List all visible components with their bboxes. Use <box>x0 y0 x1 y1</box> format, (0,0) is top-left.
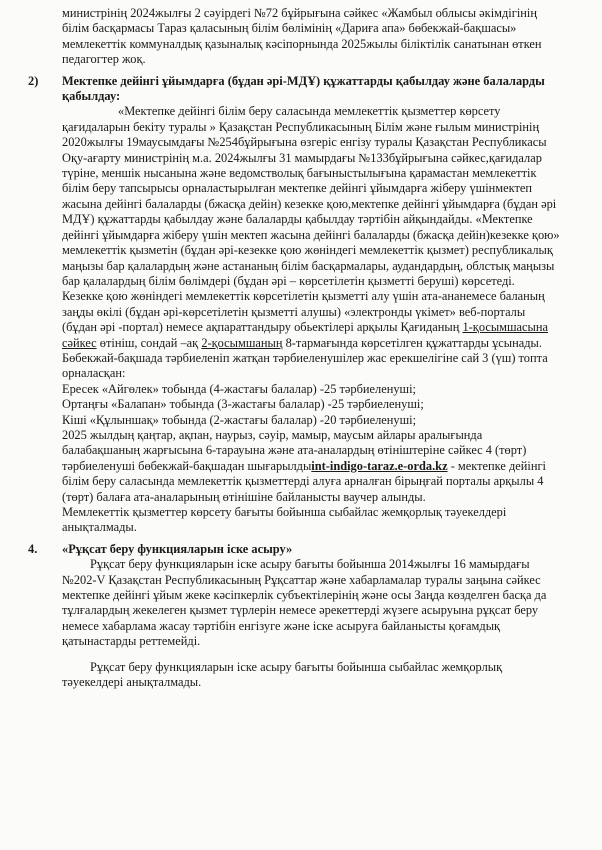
paragraph-gap <box>62 650 562 660</box>
portal-link[interactable]: int-indigo-taraz.e-orda.kz <box>311 458 448 473</box>
section-4-heading <box>28 541 562 557</box>
intro-paragraph: министрінің 2024жылғы 2 сәуірдегі №72 бұйрығына сәйкес «Жамбыл облысы әкімдігінің білім басқармасы Тараз қаласының білім бөлімінің «Дариға апа» бөбекжай-бақшасы» мемлекеттік коммуналдық қазыналық кәсіпорнында 2025жылы біліктілік санатынан өткен педагогтер жоқ. <box>62 6 542 67</box>
section-2-paragraph-1: «Мектепке дейінгі білім беру саласында мемлекеттік қызметтер көрсету қағидаларын бекіту туралы » Қазақстан Республикасының Білім және ғылым министрінің 2020жылғы 19маусымдағы №254бұйрығына өзгеріс енгізу туралы Қазақстан Республикасы Оқу-ағарту министрінің м.а. 2024жылғы 31 мамырдағы №133бұйрығына сәйкес,қағидалар түріне, меншік нысанына және ведомстволық бағыныстылығына қарамастан мемлекеттік білім беру тапсырысы орналастырылған мектепке дейінгі ұйымдарға жіберу үшінмектеп жасына дейінгі балаларды (бжасқа дейін) кезекке қою,мектепке дейінгі ұйымдарға (бұдан әрі МДҰ) құжаттарды қабылдау және балаларды қабылдау тәртібін айқындайды. «Мектепке дейінгі ұйымдарға жіберу үшін мектеп жасына дейінгі балаларды (бжасқа дейін)кезекке қою» мемлекеттік қызметін (бұдан әрі-кезекке қою жөніндегі мемлекеттік қызмет) республикалық маңызы бар қалалардың және астананың білім басқармалары, аудандардың, облстық маңызы бар қалалардың білім бөлімдері (бұдан әрі – көрсетілетін қызметті беруші) көрсетеді. <box>62 104 560 288</box>
group-item: Ересек «Айгөлек» тобында (4-жастағы балалар) -25 тәрбиеленуші; <box>62 381 416 396</box>
section-2-title: Мектепке дейінгі ұйымдарға (бұдан әрі-МДҰ) құжаттарды қабылдау және балаларды қабылдау: <box>62 73 545 104</box>
section-4-paragraph-2: Рұқсат беру функцияларын іске асыру бағыты бойынша сыбайлас жемқорлық тәуекелдері анықталмады. <box>62 659 503 690</box>
group-item: Ортаңғы «Балапан» тобында (3-жастағы балалар) -25 тәрбиеленуші; <box>62 397 424 412</box>
p2-text-1: Кезекке қою жөніндегі мемлекеттік көрсетілетін қызметті алу үшін ата-ананемесе баланың заңды өкілі (бұдан әрі-көрсетілетін қызметті алушы) «электронды үкімет» веб-порталы (бұдан әрі -портал) немесе ақпараттандыру обьектілері арқылы Қағиданың <box>62 289 545 335</box>
p4-text-1: 2025 жылдың қаңтар, ақпан, наурыз, сәуір, мамыр, маусым айлары аралығында балабақшаның жарғысына 6-тарауына және ата-аналардың өтініштеріне сәйкес 4 (төрт) тәрбиеленуші бөбекжай-бақшадан шығарылды <box>62 427 527 473</box>
section-2-paragraph-5: Мемлекеттік қызметтер көрсету бағыты бойынша сыбайлас жемқорлық тәуекелдері анықталмады. <box>62 505 507 535</box>
annex-2-link[interactable]: 2-қосымшаның <box>201 335 283 350</box>
section-4-title: «Рұқсат беру функцияларын іске асыру» <box>62 541 293 556</box>
group-list <box>62 382 562 428</box>
annex-1-link[interactable]: 1-қосымшасына сәйкес <box>62 320 548 350</box>
p4-text-2: - мектепке дейінгі білім беру саласында мемлекеттік қызметтерді алуға арналған бірыңғай порталы арқылы 4 (төрт) балаға ата-аналарының өтінішіне байланысты ваучер алынды. <box>62 458 546 504</box>
section-2-paragraph-2 <box>62 289 562 351</box>
group-item: Кіші «Құлыншақ» тобында (2-жастағы балалар) -20 тәрбиеленуші; <box>62 412 417 427</box>
section-2-heading <box>28 73 562 105</box>
section-2-number: 2) <box>28 73 39 88</box>
p2-text-3: 8-тармағында көрсетілген құжаттарды ұсынады. <box>285 335 542 350</box>
section-4-paragraph-1: Рұқсат беру функцияларын іске асыру бағыты бойынша 2014жылғы 16 мамырдағы №202-V Қазақстан Республикасының Рұқсаттар және хабарламалар туралы заңына сәйкес мектепке дейінгі ұйым жеке кәсіпкерлік субъектілерінің және осы Заңда көзделген басқа да тұлғалардың жекелеген қызмет түрлерін немесе әрекеттерді жүзеге асыруына рұқсат беру немесе хабарлама жасау тәртібін енгізуге және іске асыруға байланысты қоғамдық қатынастарды реттемейді. <box>62 557 547 649</box>
section-4-number: 4. <box>28 541 38 556</box>
p2-text-2: өтініш, сондай –ақ <box>99 335 199 350</box>
section-2-paragraph-4 <box>62 428 562 505</box>
section-2-paragraph-3: Бөбекжай-бақшада тәрбиеленіп жатқан тәрбиеленушілер жас ерекшелігіне сай 3 (үш) топта орналасқан: <box>62 350 548 381</box>
